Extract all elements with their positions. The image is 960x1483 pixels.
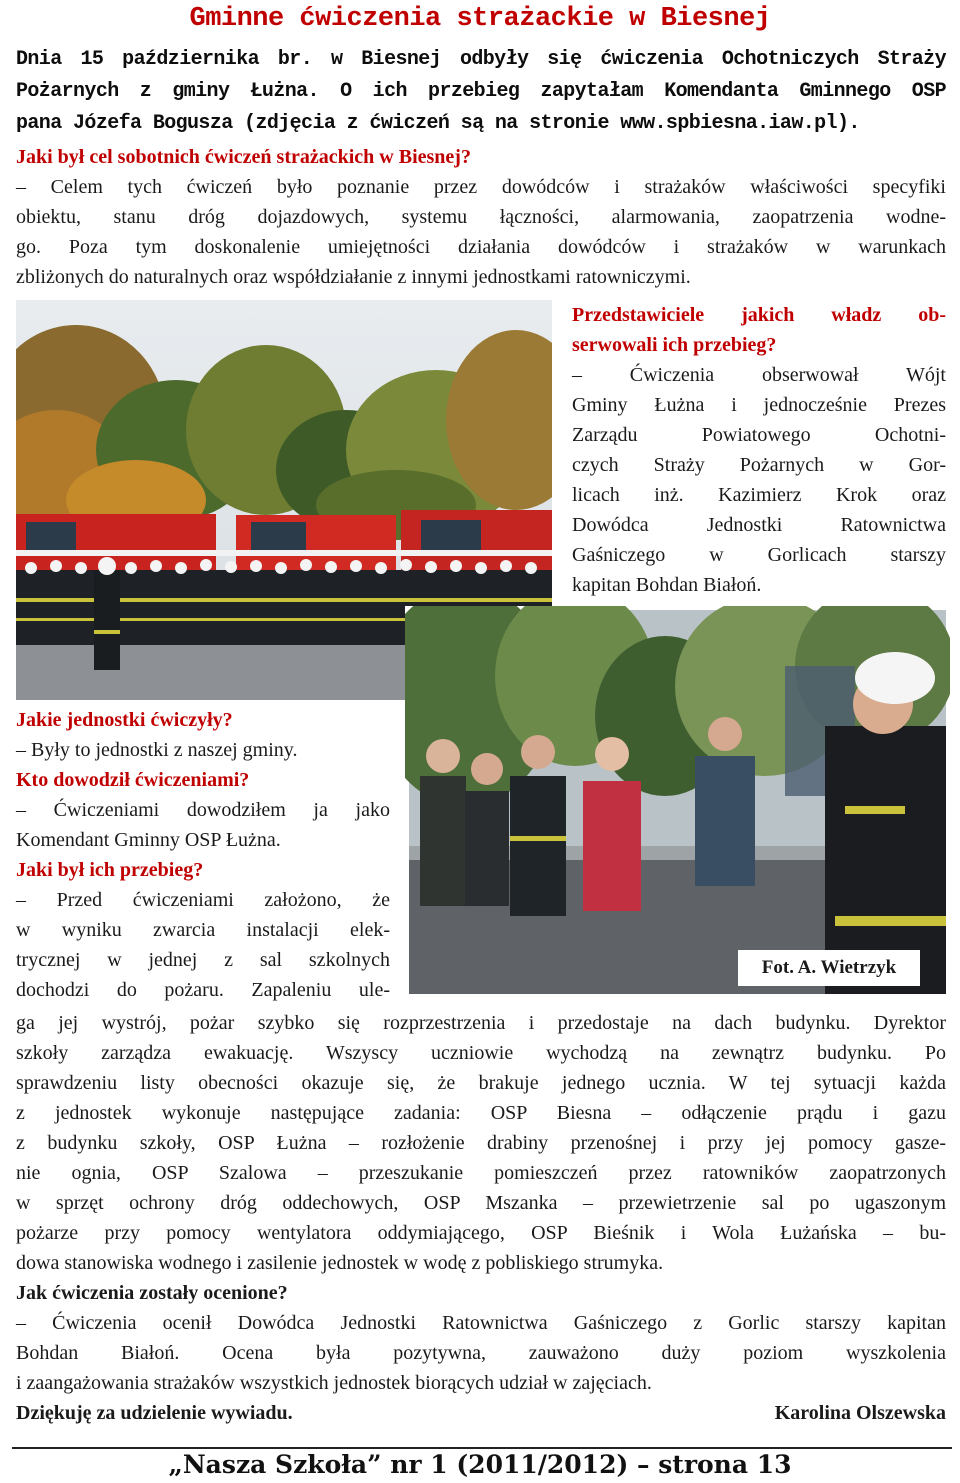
thanks-text: Dziękuję za udzielenie wywiadu. (16, 1402, 293, 1424)
answer-line: Bohdan Białoń. Ocena była pozytywna, zauważono duży poziom wyszkolenia (16, 1342, 946, 1364)
question-units: Jakie jednostki ćwiczyły? (16, 709, 233, 731)
answer-line: licach inż. Kazimierz Krok oraz (572, 484, 946, 506)
answer-line: – Celem tych ćwiczeń było poznanie przez dowódców i strażaków właściwości specyfiki (16, 176, 946, 198)
answer-line: obiektu, stanu dróg dojazdowych, systemu łączności, alarmowania, zaopatrzenia wodne- (16, 206, 946, 228)
answer-line: trycznej w jednej z sal szkolnych (16, 949, 390, 971)
photo-caption: Fot. A. Wietrzyk (738, 950, 920, 986)
answer-line: Gminy Łużna i jednocześnie Prezes (572, 394, 946, 416)
section-units (16, 705, 390, 1005)
photo-officials (405, 606, 950, 998)
answer-line: Dowódca Jednostki Ratownictwa (572, 514, 946, 536)
answer-line: dowa stanowiska wodnego i zasilenie jednostek w wodę z pobliskiego strumyka. (16, 1252, 664, 1274)
answer-line: szkoły zarządza ewakuację. Wszyscy uczniowie wychodzą na zewnątrz budynku. Po (16, 1042, 946, 1064)
answer-line: czych Straży Pożarnych w Gor- (572, 454, 946, 476)
section-course-continued (16, 1008, 946, 1428)
answer-line: ga jej wystrój, pożar szybko się rozprzestrzenia i przedostaje na dach budynku. Dyrektor (16, 1012, 946, 1034)
answer-line: – Ćwiczenia ocenił Dowódca Jednostki Ratownictwa Gaśniczego z Gorlic starszy kapitan (16, 1312, 946, 1334)
answer-line: pożarze przy pomocy wentylatora oddymiającego, OSP Bieśnik i Wola Łużańska – bu- (16, 1222, 946, 1244)
lead-paragraph (16, 44, 946, 140)
lead-line: Pożarnych z gminy Łużna. O ich przebieg zapytałam Komendanta Gminnego OSP (16, 80, 946, 103)
answer-line: – Ćwiczenia obserwował Wójt (572, 364, 946, 386)
answer-line: Gaśniczego w Gorlicach starszy (572, 544, 946, 566)
question-goal: Jaki był cel sobotnich ćwiczeń strażackich w Biesnej? (16, 146, 471, 168)
article-title: Gminne ćwiczenia strażackie w Biesnej (189, 4, 771, 34)
answer-line: z budynku szkoły, OSP Łużna – rozłożenie drabiny przenośnej i przy jej pomocy gasze- (16, 1132, 946, 1154)
answer-line: – Były to jednostki z naszej gminy. (16, 739, 298, 761)
author-name: Karolina Olszewska (774, 1402, 946, 1424)
answer-line: go. Poza tym doskonalenie umiejętności działania dowódców i strażaków w warunkach (16, 236, 946, 258)
answer-line: – Przed ćwiczeniami założono, że (16, 889, 390, 911)
lead-line: pana Józefa Bogusza (zdjęcia z ćwiczeń są na stronie www.spbiesna.iaw.pl). (16, 112, 860, 135)
answer-line: sprawdzeniu listy obecności okazuje się, że brakuje jednego ucznia. W tej sytuacji każda (16, 1072, 946, 1094)
answer-line: i zaangażowania strażaków wszystkich jednostek biorących udział w zajęciach. (16, 1372, 652, 1394)
answer-line: Komendant Gminny OSP Łużna. (16, 829, 281, 851)
lead-line: Dnia 15 października br. w Biesnej odbyły się ćwiczenia Ochotniczych Straży (16, 48, 946, 71)
question-course: Jaki był ich przebieg? (16, 859, 204, 881)
question-observers: Przedstawiciele jakich władz ob- (572, 304, 946, 326)
answer-line: nie ognia, OSP Szalowa – przeszukanie pomieszczeń przez ratowników zaopatrzonych (16, 1162, 946, 1184)
answer-line: dochodzi do pożaru. Zapaleniu ule- (16, 979, 390, 1001)
page-footer: „Nasza Szkoła” nr 1 (2011/2012) – strona 13 (168, 1450, 792, 1479)
answer-line: w sprzęt ochrony dróg oddechowych, OSP Mszanka – przewietrzenie sal po ugaszonym (16, 1192, 946, 1214)
answer-line: z jednostek wykonuje następujące zadania: OSP Biesna – odłączenie prądu i gazu (16, 1102, 946, 1124)
section-goal (16, 142, 946, 292)
question-evaluation: Jak ćwiczenia zostały ocenione? (16, 1282, 288, 1304)
answer-line: Zarządu Powiatowego Ochotni- (572, 424, 946, 446)
answer-line: – Ćwiczeniami dowodziłem ja jako (16, 799, 390, 821)
section-observers (572, 300, 946, 600)
answer-line: kapitan Bohdan Białoń. (572, 574, 762, 596)
signature-line (16, 1398, 946, 1428)
answer-line: w wyniku zwarcia instalacji elek- (16, 919, 390, 941)
answer-line: zbliżonych do naturalnych oraz współdziałanie z innymi jednostkami ratowniczymi. (16, 266, 691, 288)
question-observers-cont: serwowali ich przebieg? (572, 334, 777, 356)
question-commander: Kto dowodził ćwiczeniami? (16, 769, 250, 791)
